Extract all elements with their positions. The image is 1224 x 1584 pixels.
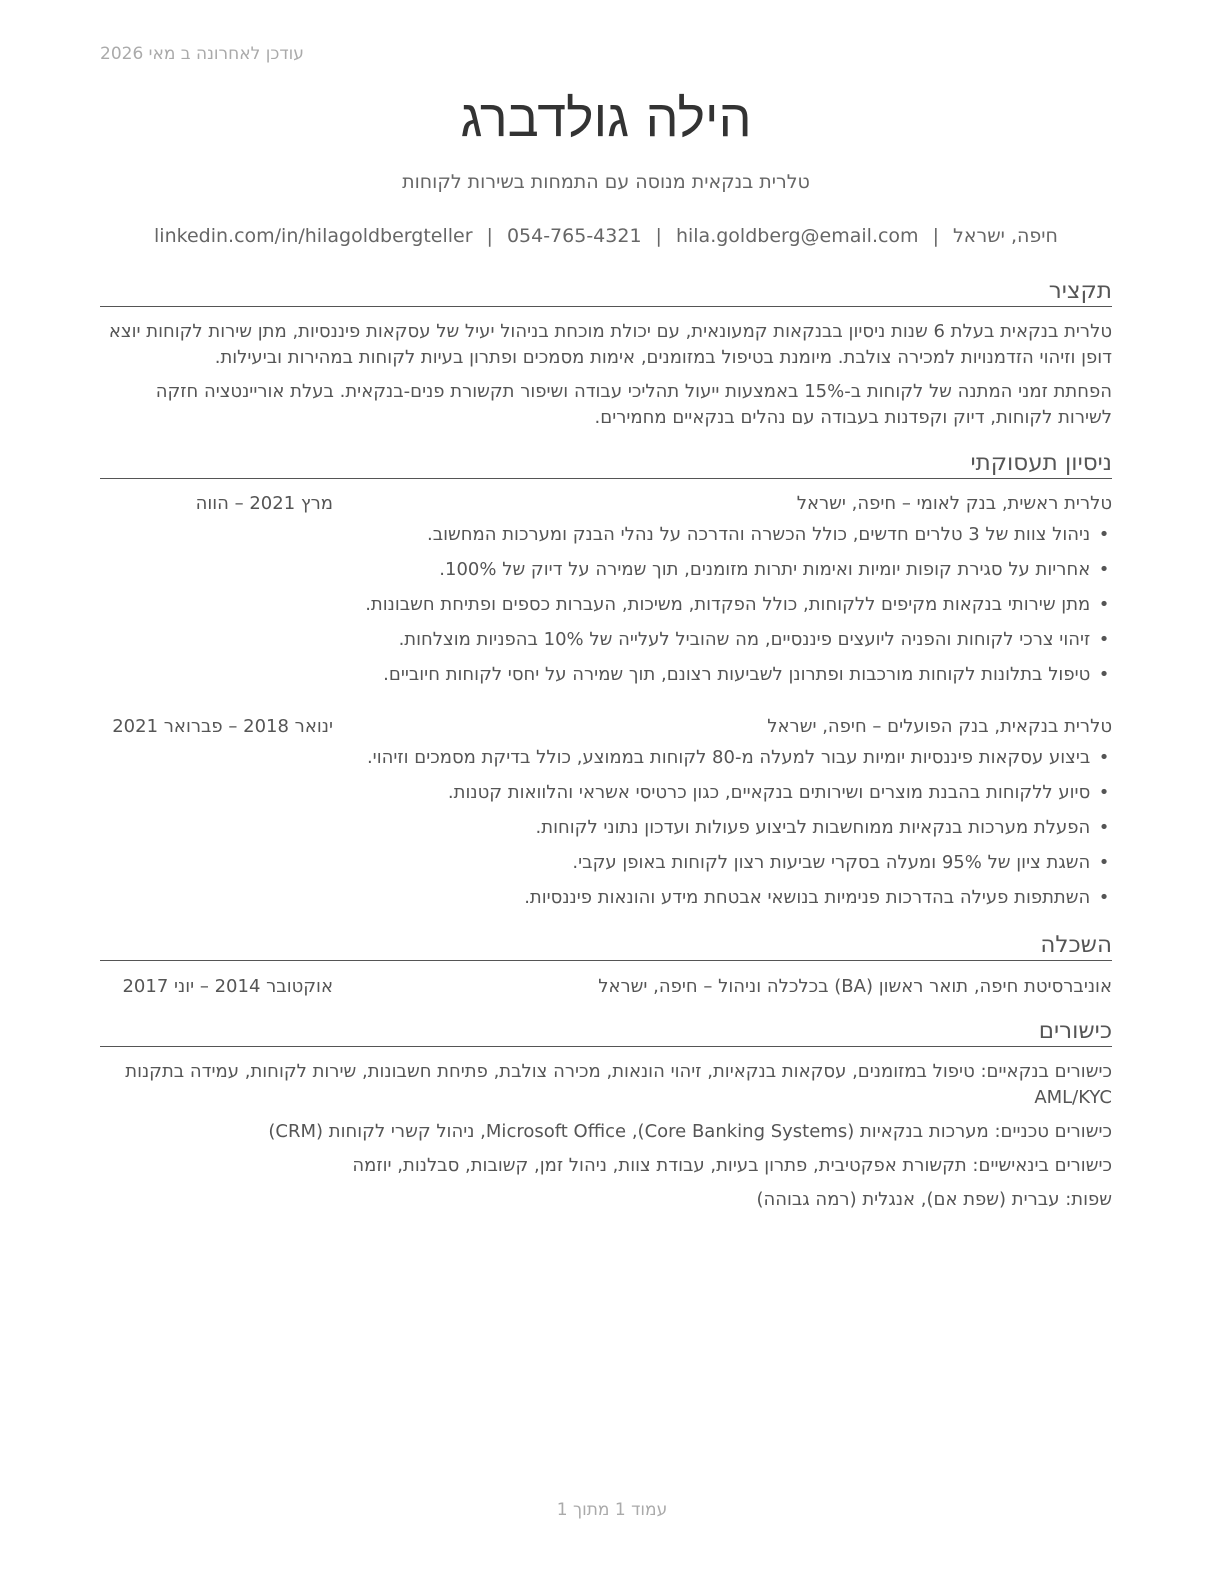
- contact-line: [100, 222, 1112, 250]
- contact-separator: |: [932, 225, 939, 247]
- candidate-name: הילה גולדברג: [460, 89, 752, 149]
- job-dates: מרץ 2021 – הווה: [195, 493, 333, 514]
- skills-line-banking: כישורים בנקאיים: טיפול במזומנים, עסקאות בנקאיות, זיהוי הונאות, מכירה צולבת, פתיחת חשבונות, שירות לקוחות, עמידה בתקנות AML/KYC: [125, 1061, 1112, 1108]
- contact-email[interactable]: hila.goldberg@email.com: [675, 225, 919, 247]
- job-title: טלרית בנקאית, בנק הפועלים – חיפה, ישראל: [767, 716, 1112, 737]
- job-bullet: • ביצוע עסקאות פיננסיות יומיות עבור למעלה מ-80 לקוחות בממוצע, כולל בדיקת מסמכים וזיהוי.: [366, 747, 1110, 768]
- candidate-headline: טלרית בנקאית מנוסה עם התמחות בשירות לקוחות: [402, 171, 810, 193]
- job-bullets: [100, 745, 1112, 920]
- contact-separator: |: [486, 225, 493, 247]
- job-bullet: • סיוע ללקוחות בהבנת מוצרים ושירותים בנקאיים, כגון כרטיסי אשראי והלוואות קטנות.: [447, 782, 1110, 803]
- skills-line-interpersonal: כישורים בינאישיים: תקשורת אפקטיבית, פתרון בעיות, עבודת צוות, ניהול זמן, קשובות, סבלנות, יוזמה: [352, 1155, 1112, 1176]
- contact-separator: |: [655, 225, 662, 247]
- job-title: טלרית ראשית, בנק לאומי – חיפה, ישראל: [796, 493, 1112, 514]
- section-title-skills: כישורים: [100, 1016, 1112, 1047]
- job-bullet: • טיפול בתלונות לקוחות מורכבות ופתרונן לשביעות רצונם, תוך שמירה על יחסי לקוחות חיוביים.: [383, 664, 1110, 685]
- skills-line-technical: כישורים טכניים: מערכות בנקאיות (Core Banking Systems), Microsoft Office, ניהול קשרי לקוחות (CRM): [268, 1121, 1112, 1142]
- job-dates: ינואר 2018 – פברואר 2021: [112, 716, 333, 737]
- contact-linkedin[interactable]: linkedin.com/in/hilagoldbergteller: [154, 225, 473, 247]
- skills-list: [100, 1059, 1112, 1221]
- education-title: אוניברסיטת חיפה, תואר ראשון (BA) בכלכלה וניהול – חיפה, ישראל: [598, 976, 1112, 997]
- section-title-education: השכלה: [100, 930, 1112, 961]
- contact-phone[interactable]: 054-765-4321: [506, 225, 642, 247]
- job-bullet: • זיהוי צרכי לקוחות והפניה ליועצים פיננסיים, מה שהוביל לעלייה של 10% בהפניות מוצלחות.: [398, 629, 1110, 650]
- education-dates: אוקטובר 2014 – יוני 2017: [122, 976, 333, 997]
- job-bullet: • אחריות על סגירת קופות יומיות ואימות יתרות מזומנים, תוך שמירה על דיוק של 100%.: [439, 559, 1110, 580]
- job-bullet: • השתתפות פעילה בהדרכות פנימיות בנושאי אבטחת מידע והונאות פיננסיות.: [524, 887, 1110, 908]
- job-bullet: • הפעלת מערכות בנקאיות ממוחשבות לביצוע פעולות ועדכון נתוני לקוחות.: [535, 817, 1110, 838]
- section-title-experience: ניסיון תעסוקתי: [100, 448, 1112, 479]
- summary-paragraph-1: טלרית בנקאית בעלת 6 שנות ניסיון בבנקאות קמעונאית, עם יכולת מוכחת בניהול יעיל של עסקאות פיננסיות, מתן שירות לקוחות יוצא דופן וזיהוי הזדמנויות למכירה צולבת. מיומנת בטיפול במזומנים, אימות מסמכים ופתרון בעיות לקוחות במהירות וביעילות.: [108, 321, 1112, 368]
- summary-paragraph-2: הפחתת זמני המתנה של לקוחות ב-15% באמצעות ייעול תהליכי עבודה ושיפור תקשורת פנים-בנקאית. בעלת אוריינטציה חזקה לשירות לקוחות, דיוק וקפדנות בעבודה עם נהלים בנקאיים מחמירים.: [155, 381, 1112, 428]
- job-bullet: • מתן שירותי בנקאות מקיפים ללקוחות, כולל הפקדות, משיכות, העברות כספים ופתיחת חשבונות.: [365, 594, 1110, 615]
- job-bullet: • ניהול צוות של 3 טלרים חדשים, כולל הכשרה והדרכה על נהלי הבנק ומערכות המחשוב.: [426, 524, 1110, 545]
- contact-location: חיפה, ישראל: [952, 225, 1058, 247]
- skills-line-languages: שפות: עברית (שפת אם), אנגלית (רמה גבוהה): [756, 1189, 1112, 1210]
- job-bullet: • השגת ציון של 95% ומעלה בסקרי שביעות רצון לקוחות באופן עקבי.: [572, 852, 1110, 873]
- job-bullets: [100, 522, 1112, 697]
- page-number: עמוד 1 מתוך 1: [556, 1500, 668, 1520]
- last-updated: עודכן לאחרונה ב מאי 2026: [100, 44, 304, 64]
- section-title-summary: תקציר: [100, 276, 1112, 307]
